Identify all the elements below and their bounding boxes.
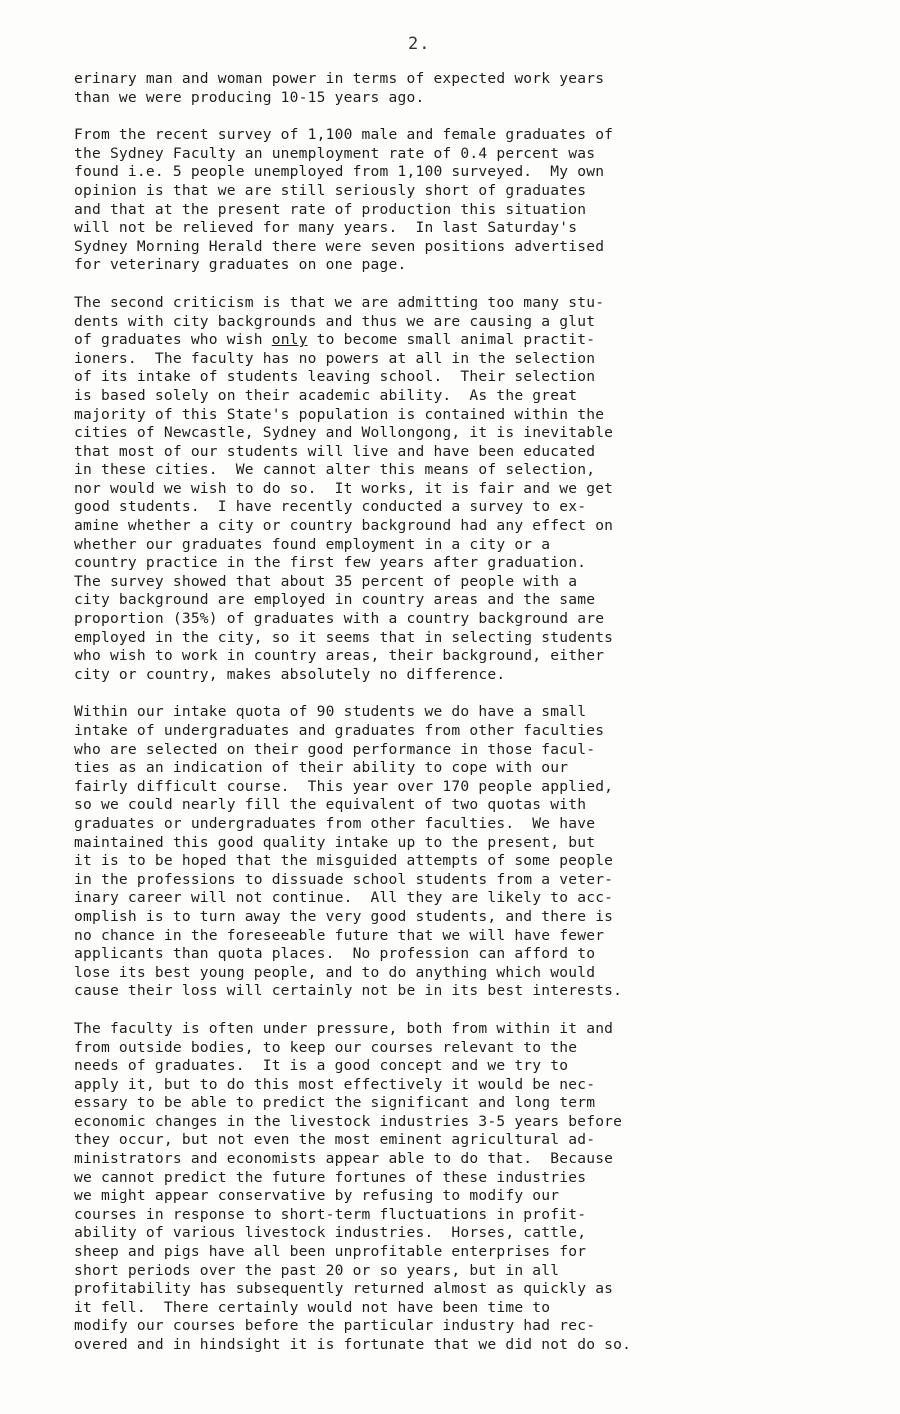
text-line: Within our intake quota of 90 students we do have a small (74, 703, 587, 721)
text-line: and that at the present rate of production this situation (74, 200, 587, 218)
text-line: no chance in the foreseeable future that we will have fewer (74, 926, 605, 944)
underlined-word: only (271, 331, 308, 349)
text-line: city background are employed in country areas and the same (74, 591, 596, 609)
text-line: it is to be hoped that the misguided attempts of some people (74, 852, 614, 870)
text-line: than we were producing 10-15 years ago. (74, 88, 425, 106)
text-line: we cannot predict the future fortunes of these industries (74, 1168, 587, 1186)
text-line: we might appear conservative by refusing to modify our (74, 1187, 560, 1205)
text-line: erinary man and woman power in terms of expected work years (74, 70, 605, 87)
text-line: in these cities. We cannot alter this means of selection, (74, 461, 596, 479)
text-line: intake of undergraduates and graduates from other faculties (74, 722, 605, 739)
text-line: apply it, but to do this most effectively it would be nec- (74, 1075, 596, 1093)
text-line: that most of our students will live and have been educated (74, 442, 596, 460)
text-line: graduates or undergraduates from other faculties. We have (74, 814, 596, 832)
text-line: omplish is to turn away the very good students, and there is (74, 907, 614, 925)
text-line: the Sydney Faculty an unemployment rate of 0.4 percent was (74, 144, 596, 162)
text-line: inary career will not continue. All they are likely to acc- (74, 889, 614, 907)
text-line: from outside bodies, to keep our courses relevant to the (74, 1038, 578, 1056)
text-segment: of graduates who wish (74, 331, 272, 349)
text-line: overed and in hindsight it is fortunate that we did not do so. (74, 1336, 632, 1353)
text-line: The faculty is often under pressure, both from within it and (74, 1019, 614, 1037)
text-line: good students. I have recently conducted a survey to ex- (74, 498, 587, 516)
page-number: 2. (408, 34, 431, 54)
text-line: ministrators and economists appear able to do that. Because (74, 1150, 614, 1168)
text-line: needs of graduates. It is a good concept and we try to (74, 1057, 569, 1075)
text-line: found i.e. 5 people unemployed from 1,100 surveyed. My own (74, 163, 605, 181)
text-line: ability of various livestock industries. Horses, cattle, (74, 1224, 587, 1242)
text-line: cities of Newcastle, Sydney and Wollongong, it is inevitable (74, 424, 614, 442)
text-line: will not be relieved for many years. In last Saturday's (74, 219, 578, 237)
text-line: short periods over the past 20 or so years, but in all (74, 1261, 560, 1279)
text-line: city or country, makes absolutely no difference. (74, 665, 506, 683)
text-line: lose its best young people, and to do anything which would (74, 963, 596, 981)
text-line: country practice in the first few years after graduation. (74, 554, 587, 572)
text-line: who wish to work in country areas, their background, either (74, 647, 605, 665)
text-line: dents with city backgrounds and thus we are causing a glut (74, 312, 596, 330)
text-line: The second criticism is that we are admitting too many stu- (74, 293, 605, 311)
text-line: nor would we wish to do so. It works, it is fair and we get (74, 479, 614, 497)
text-line: amine whether a city or country background had any effect on (74, 517, 614, 535)
text-line: ties as an indication of their ability to cope with our (74, 759, 569, 777)
text-line: they occur, but not even the most eminent agricultural ad- (74, 1131, 596, 1149)
text-line: profitability has subsequently returned almost as quickly as (74, 1280, 614, 1298)
text-line: The survey showed that about 35 percent of people with a (74, 572, 578, 590)
paragraph (74, 703, 834, 1001)
text-line: majority of this State's population is contained within the (74, 405, 605, 423)
text-line: sheep and pigs have all been unprofitable enterprises for (74, 1243, 587, 1261)
text-line: who are selected on their good performance in those facul- (74, 740, 596, 758)
text-line: employed in the city, so it seems that in selecting students (74, 628, 614, 646)
text-line: From the recent survey of 1,100 male and female graduates of (74, 126, 614, 144)
text-line: maintained this good quality intake up to the present, but (74, 833, 596, 851)
text-line: opinion is that we are still seriously short of graduates (74, 181, 587, 199)
paragraph (74, 1020, 834, 1355)
paragraph (74, 294, 834, 684)
text-line: it fell. There certainly would not have been time to (74, 1298, 551, 1316)
text-line: so we could nearly fill the equivalent of two quotas with (74, 796, 587, 814)
text-segment: to become small animal practit- (307, 331, 596, 349)
text-line: ioners. The faculty has no powers at all in the selection (74, 349, 596, 367)
text-line: of its intake of students leaving school. Their selection (74, 368, 596, 386)
text-line: proportion (35%) of graduates with a country background are (74, 610, 605, 628)
text-line: courses in response to short-term fluctuations in profit- (74, 1205, 587, 1223)
text-line: essary to be able to predict the significant and long term (74, 1094, 596, 1112)
text-line: Sydney Morning Herald there were seven positions advertised (74, 237, 605, 255)
text-line: fairly difficult course. This year over 170 people applied, (74, 777, 614, 795)
text-line: cause their loss will certainly not be in its best interests. (74, 982, 623, 1000)
text-line: economic changes in the livestock industries 3-5 years before (74, 1112, 623, 1130)
document-body (74, 70, 834, 1374)
text-line: modify our courses before the particular industry had rec- (74, 1317, 596, 1335)
paragraph (74, 70, 834, 107)
text-line: in the professions to dissuade school students from a veter- (74, 870, 614, 888)
text-line: for veterinary graduates on one page. (74, 256, 407, 274)
text-line: is based solely on their academic ability. As the great (74, 386, 578, 404)
text-line: whether our graduates found employment in a city or a (74, 535, 551, 553)
paragraph (74, 126, 834, 275)
text-line (74, 331, 834, 350)
text-line: applicants than quota places. No profession can afford to (74, 945, 596, 963)
